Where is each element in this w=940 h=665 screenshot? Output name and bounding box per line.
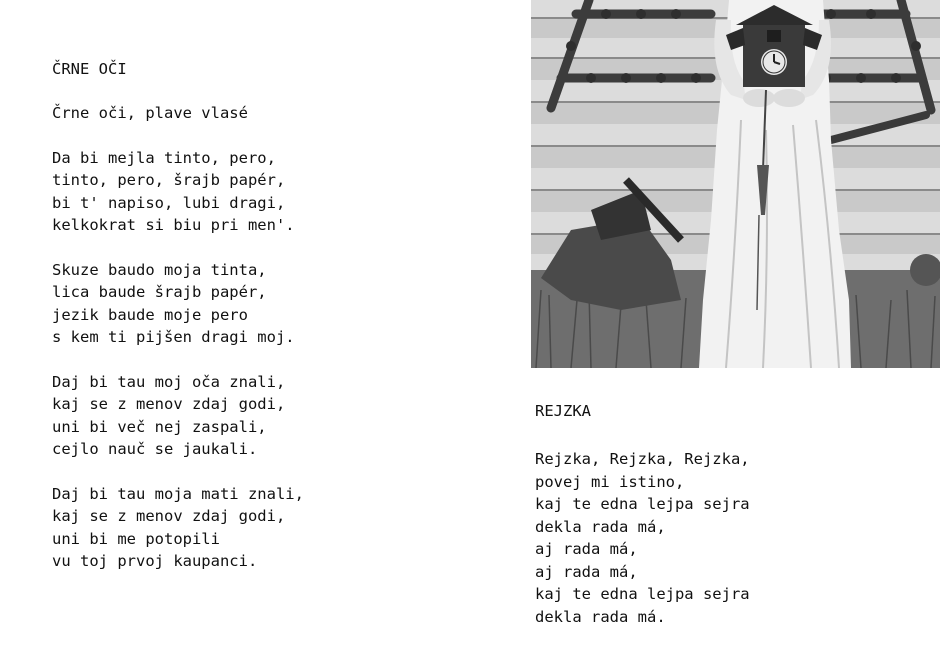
poem-line: kaj se z menov zdaj godi, [52,395,286,413]
poem-line: bi t' napiso, lubi dragi, [52,193,286,212]
stanza-1 [52,102,492,125]
poem-line: lica baude šrajb papér, [52,283,267,301]
poem-line: dekla rada má, [535,517,666,536]
poem-line: Da bi mejla tinto, pero, [52,148,276,167]
poem-line: povej mi istino, [535,472,685,491]
stanza-3 [52,259,492,349]
poem-line: dekla rada má. [535,607,666,626]
poem-line: uni bi več nej zaspali, [52,417,267,436]
poem-line: jezik baude moje pero [52,305,248,324]
photo-woman-with-cuckoo-clock [531,0,940,368]
poem-line: cejlo nauč se jaukali. [52,440,258,458]
poem-line: Rejzka, Rejzka, Rejzka, [535,450,750,468]
poem-line: tinto, pero, šrajb papér, [52,171,286,189]
stanza-4 [52,371,492,461]
poem-line: Črne oči, plave vlasé [52,104,248,122]
poem-line: aj rada má, [535,562,638,581]
poem-line: uni bi me potopili [52,529,220,548]
poem-line: kaj te edna lejpa sejra [535,495,750,513]
poem-title: ČRNE OČI [52,60,127,78]
poem-line: s kem ti pijšen dragi moj. [52,328,295,346]
poem-crne-oci [52,58,492,595]
poem-line: kelkokrat si biu pri men'. [52,216,295,234]
poem-title: REJZKA [535,402,591,420]
poem-line: Daj bi tau moja mati znali, [52,484,304,503]
poem-line: kaj te edna lejpa sejra [535,585,750,603]
poem-line: aj rada má, [535,540,638,558]
poem-rejzka [535,400,935,650]
poem-line: kaj se z menov zdaj godi, [52,507,286,525]
poem-line: Daj bi tau moj oča znali, [52,372,286,391]
poem-line: Skuze baudo moja tinta, [52,260,267,279]
poem-line: vu toj prvoj kaupanci. [52,552,258,570]
stanza-5 [52,483,492,573]
stanza-1 [535,448,935,628]
stanza-2 [52,147,492,237]
